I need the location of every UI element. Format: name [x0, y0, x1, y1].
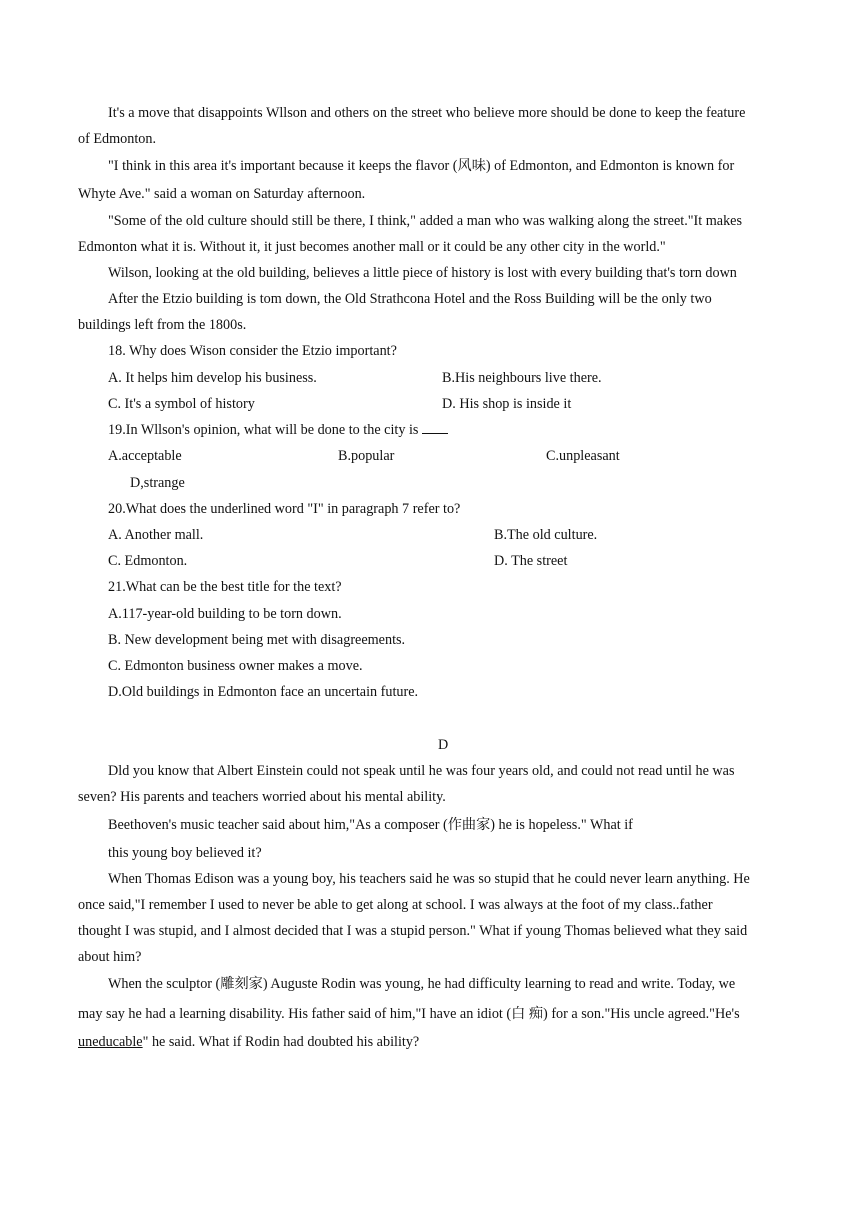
passage-c-paragraph-1-line-2: of Edmonton.: [78, 131, 157, 147]
passage-d-heading: D: [438, 737, 449, 753]
question-18-option-b: B.His neighbours live there.: [442, 370, 602, 386]
question-19-option-a: A.acceptable: [108, 448, 182, 464]
passage-d-paragraph-1-line-2: seven? His parents and teachers worried about his mental ability.: [78, 789, 446, 805]
passage-d-paragraph-2-line-2: this young boy believed it?: [108, 845, 262, 861]
passage-d-paragraph-4-line-3-rest: " he said. What if Rodin had doubted his ability?: [142, 1034, 420, 1050]
underlined-word-uneducable: uneducable: [78, 1034, 143, 1050]
passage-d-paragraph-3-line-3: thought I was stupid, and I almost decided that I was a stupid person." What if young Thomas believed what they said: [78, 923, 748, 939]
passage-c-paragraph-5-line-1: After the Etzio building is tom down, the Old Strathcona Hotel and the Ross Building will be the only two: [108, 291, 712, 307]
question-19-option-c: C.unpleasant: [546, 448, 620, 464]
passage-d-paragraph-4-line-3: [78, 1033, 419, 1051]
question-18-option-a: A. It helps him develop his business.: [108, 370, 317, 386]
passage-c-paragraph-5-line-2: buildings left from the 1800s.: [78, 317, 247, 333]
passage-d-paragraph-4-line-2: may say he had a learning disability. His father said of him,"I have an idiot (白 痴) for a son."His uncle agreed."He's: [78, 1006, 740, 1022]
question-20-option-d: D. The street: [494, 553, 568, 569]
passage-d-paragraph-1-line-1: Dld you know that Albert Einstein could not speak until he was four years old, and could not read until he was: [108, 763, 735, 779]
passage-c-paragraph-3-line-1: "Some of the old culture should still be there, I think," added a man who was walking along the street."It makes: [108, 213, 742, 229]
answer-blank: [422, 421, 448, 434]
question-19-line: [108, 421, 448, 439]
question-20-option-b: B.The old culture.: [494, 527, 598, 543]
question-20-option-a: A. Another mall.: [108, 527, 204, 543]
question-20-stem: 20.What does the underlined word "I" in paragraph 7 refer to?: [108, 501, 461, 517]
question-19-option-d: D,strange: [130, 475, 185, 491]
passage-c-paragraph-3-line-2: Edmonton what it is. Without it, it just becomes another mall or it could be any other city in the world.": [78, 239, 666, 255]
question-21-option-a: A.117-year-old building to be torn down.: [108, 606, 342, 622]
passage-d-paragraph-3-line-2: once said,"I remember I used to never be able to get along at school. I was always at the foot of my class..father: [78, 897, 713, 913]
question-21-stem: 21.What can be the best title for the text?: [108, 579, 342, 595]
question-19-stem: 19.In Wllson's opinion, what will be done to the city is: [108, 422, 419, 438]
passage-d-paragraph-4-line-1: When the sculptor (雕刻家) Auguste Rodin was young, he had difficulty learning to read and write. Today, we: [108, 976, 736, 992]
question-18-stem: 18. Why does Wison consider the Etzio important?: [108, 343, 397, 359]
passage-c-paragraph-1-line-1: It's a move that disappoints Wllson and others on the street who believe more should be done to keep the feature: [108, 105, 746, 121]
question-21-option-c: C. Edmonton business owner makes a move.: [108, 658, 363, 674]
question-21-option-d: D.Old buildings in Edmonton face an uncertain future.: [108, 684, 419, 700]
question-21-option-b: B. New development being met with disagreements.: [108, 632, 406, 648]
question-18-option-c: C. It's a symbol of history: [108, 396, 255, 412]
question-20-option-c: C. Edmonton.: [108, 553, 188, 569]
question-18-option-d: D. His shop is inside it: [442, 396, 572, 412]
passage-d-paragraph-3-line-4: about him?: [78, 949, 142, 965]
passage-c-paragraph-2-line-1: "I think in this area it's important because it keeps the flavor (风味) of Edmonton, and Edmonton is known for: [108, 158, 735, 174]
question-19-option-b: B.popular: [338, 448, 395, 464]
passage-d-paragraph-3-line-1: When Thomas Edison was a young boy, his teachers said he was so stupid that he could never learn anything. He: [108, 871, 750, 887]
passage-c-paragraph-4-line-1: Wilson, looking at the old building, believes a little piece of history is lost with every building that's torn down: [108, 265, 737, 281]
passage-c-paragraph-2-line-2: Whyte Ave." said a woman on Saturday afternoon.: [78, 186, 366, 202]
passage-d-paragraph-2-line-1: Beethoven's music teacher said about him,"As a composer (作曲家) he is hopeless." What if: [108, 817, 633, 833]
